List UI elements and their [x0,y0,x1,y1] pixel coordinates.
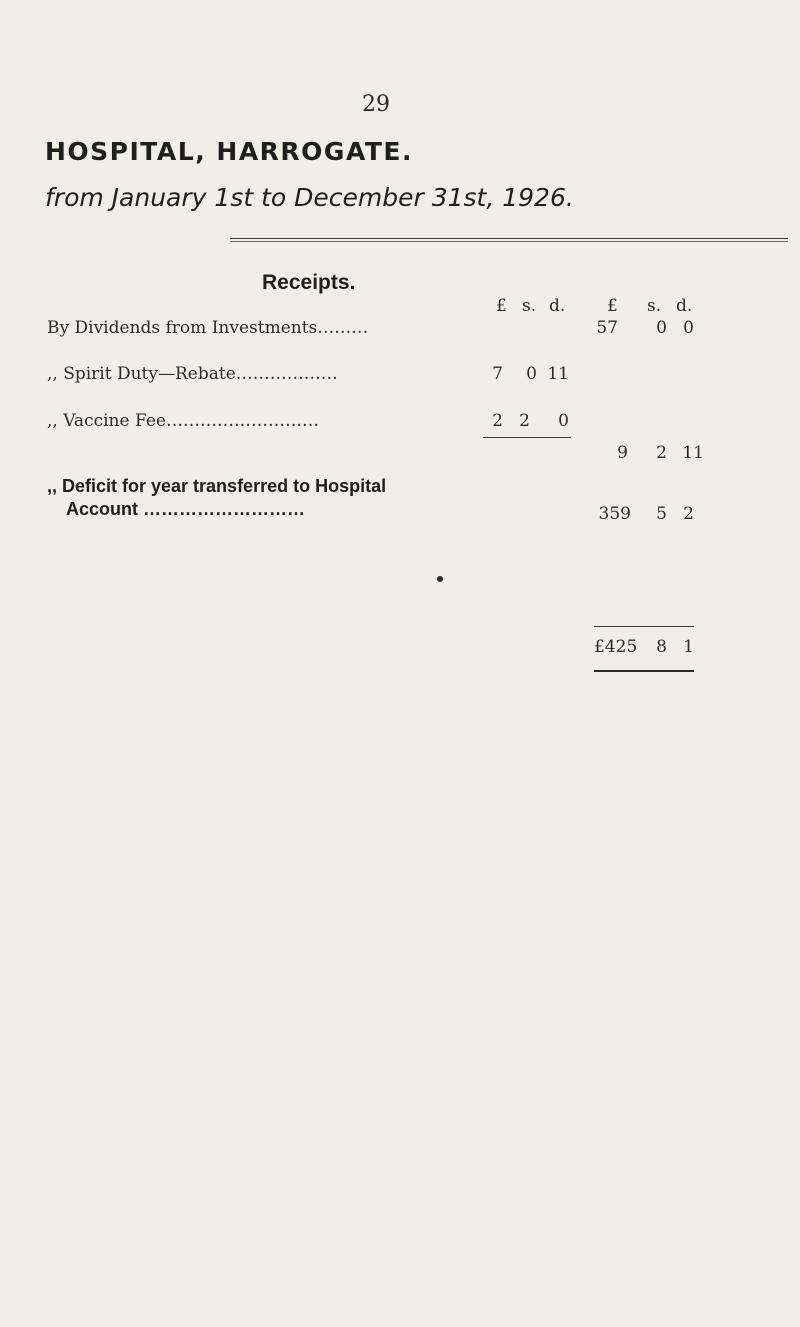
row-vaccine-inner-pounds: 2 [492,411,503,431]
row-dividends-outer-pounds: 57 [596,318,618,338]
deficit-pounds: 359 [598,504,631,524]
outer-pence-header: d. [676,296,693,316]
total-pence: 1 [683,637,694,657]
row-label-deficit-line2: Account ……………………… [66,499,306,519]
row-spirit-inner-shillings: 0 [526,364,537,384]
header-rule [230,238,788,239]
inner-pence-header: d. [549,296,566,316]
row-dividends-outer-pence: 0 [683,318,694,338]
outer-shillings-header: s. [647,296,662,316]
row-label-spirit-duty: ,, Spirit Duty—Rebate……………… [47,364,338,384]
deficit-pence: 2 [683,504,694,524]
outer-pounds-header: £ [607,296,618,316]
subtotal-rule [483,437,571,438]
inner-shillings-header: s. [522,296,537,316]
subtotal-shillings: 2 [656,443,667,463]
page-number: 29 [362,92,390,117]
page-subtitle: from January 1st to December 31st, 1926. [45,183,574,212]
total-shillings: 8 [656,637,667,657]
row-spirit-inner-pounds: 7 [492,364,503,384]
total-pounds: £425 [594,637,638,657]
header-rule-secondary [230,241,788,242]
ink-mark [437,576,443,582]
deficit-shillings: 5 [656,504,667,524]
subtotal-pounds: 9 [617,443,628,463]
subtotal-pence: 11 [682,443,704,463]
row-vaccine-inner-shillings: 2 [519,411,530,431]
total-top-rule [594,626,694,627]
row-dividends-outer-shillings: 0 [656,318,667,338]
row-label-vaccine-fee: ,, Vaccine Fee……………………… [47,411,319,431]
row-vaccine-inner-pence: 0 [558,411,569,431]
page-title: HOSPITAL, HARROGATE. [45,137,413,166]
section-heading: Receipts. [262,271,356,294]
inner-pounds-header: £ [496,296,507,316]
total-bottom-rule [594,670,694,672]
row-label-deficit-line1: ,, Deficit for year transferred to Hospital [47,476,387,496]
row-spirit-inner-pence: 11 [547,364,569,384]
row-label-dividends: By Dividends from Investments……… [47,318,369,338]
